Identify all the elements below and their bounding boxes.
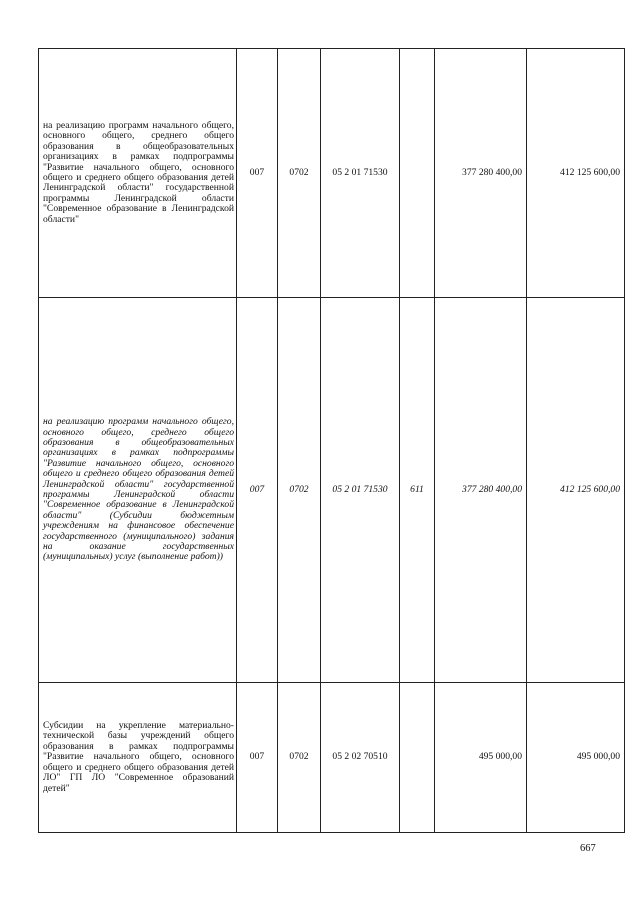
expense-type-code	[400, 683, 435, 833]
amount-1: 495 000,00	[435, 683, 527, 833]
target-article-code: 05 2 01 71530	[321, 49, 400, 298]
budget-table	[38, 48, 625, 833]
amount-2: 412 125 600,00	[527, 49, 625, 298]
amount-2: 495 000,00	[527, 683, 625, 833]
section-code: 0702	[278, 298, 321, 683]
ministry-code: 007	[237, 683, 278, 833]
section-code: 0702	[278, 49, 321, 298]
ministry-code: 007	[237, 49, 278, 298]
row-description: на реализацию программ начального общего, основного общего, среднего общего образования в общеобразовательных организациях в рамках подпрограммы "Развитие начального общего, основного общего и среднего общего образования детей Ленинградской области" государственной программы Ленинградской области "Современное образование в Ленинградской области"	[39, 49, 237, 298]
table-row	[39, 298, 625, 683]
amount-1: 377 280 400,00	[435, 49, 527, 298]
expense-type-code: 611	[400, 298, 435, 683]
row-description: на реализацию программ начального общего, основного общего, среднего общего образования в общеобразовательных организациях в рамках подпрограммы "Развитие начального общего, основного общего и среднего общего образования детей Ленинградской области" государственной программы Ленинградской области "Современное образование в Ленинградской области" (Субсидии бюджетным учреждениям на финансовое обеспечение государственного (муниципального) задания на оказание государственных (муниципальных) услуг (выполнение работ))	[39, 298, 237, 683]
page-number: 667	[580, 843, 596, 854]
amount-2: 412 125 600,00	[527, 298, 625, 683]
ministry-code: 007	[237, 298, 278, 683]
section-code: 0702	[278, 683, 321, 833]
target-article-code: 05 2 02 70510	[321, 683, 400, 833]
target-article-code: 05 2 01 71530	[321, 298, 400, 683]
amount-1: 377 280 400,00	[435, 298, 527, 683]
table-row	[39, 49, 625, 298]
row-description: Субсидии на укрепление материально-технической базы учреждений общего образования в рамках подпрограммы "Развитие начального общего, основного общего и среднего общего образования детей ЛО" ГП ЛО "Современное образований детей"	[39, 683, 237, 833]
expense-type-code	[400, 49, 435, 298]
table-row	[39, 683, 625, 833]
